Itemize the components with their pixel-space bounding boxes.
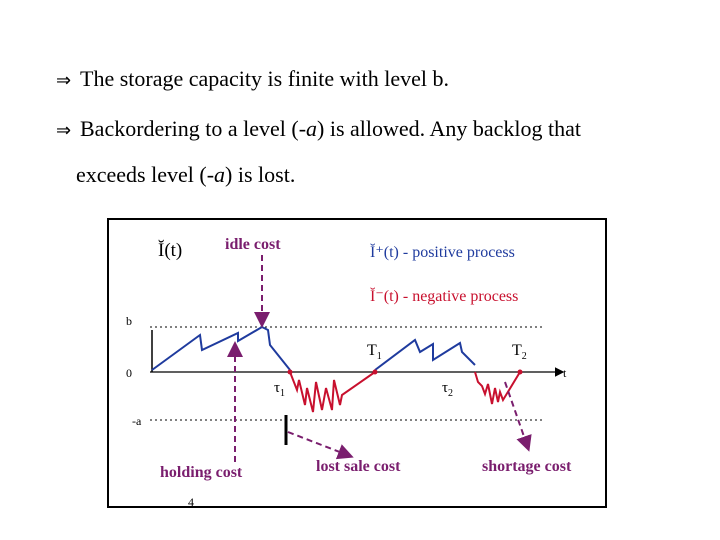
T1-label: [367, 342, 382, 362]
T2-label: [512, 342, 527, 362]
time-label: t: [563, 366, 567, 380]
cont-text-a: exceeds level (: [76, 162, 207, 187]
tau1-label: [274, 380, 285, 399]
bullet-text-c: ) is allowed. Any backlog that: [317, 116, 581, 141]
zero-label: 0: [126, 366, 132, 380]
cont-text-b: -a: [206, 162, 226, 187]
positive-process-curve-2: [375, 340, 475, 370]
tau2-label: [442, 380, 453, 399]
T1-subscript: 1: [376, 351, 382, 363]
shortage-cost-label: shortage cost: [482, 458, 572, 475]
transition-dot-3: [518, 370, 523, 375]
T2-subscript: 2: [521, 351, 527, 363]
inventory-label: Ĭ(t): [158, 240, 183, 261]
implies-arrow-icon: ⇒: [56, 70, 72, 91]
negative-process-curve-1: [290, 372, 375, 412]
bullet-text-a: Backordering to a level (: [80, 116, 299, 141]
page-number: 4: [188, 495, 194, 509]
T2-letter: T: [512, 342, 522, 359]
tau1-letter: τ: [274, 380, 281, 396]
tau2-subscript: 2: [448, 388, 454, 399]
level-b-label: b: [126, 314, 132, 328]
bullet-text: The storage capacity is finite with level b.: [80, 66, 449, 91]
positive-process-label: Ĭ⁺(t) - positive process: [370, 244, 515, 261]
idle-cost-label: idle cost: [225, 236, 281, 253]
neg-a-label: -a: [132, 414, 142, 428]
implies-arrow-icon: ⇒: [56, 120, 72, 141]
negative-process-label: Ĭ⁻(t) - negative process: [370, 288, 519, 305]
lost-sale-cost-arrow: [288, 432, 350, 456]
T1-letter: T: [367, 342, 377, 359]
bullet-text-b: -a: [298, 116, 318, 141]
holding-cost-label: holding cost: [160, 464, 243, 481]
transition-dot-1: [288, 370, 293, 375]
cont-text-c: ) is lost.: [225, 162, 296, 187]
tau2-letter: τ: [442, 380, 449, 396]
shortage-cost-arrow: [505, 382, 528, 448]
negative-process-curve-2: [475, 372, 520, 404]
lost-sale-cost-label: lost sale cost: [316, 458, 401, 475]
transition-dot-2: [373, 370, 378, 375]
tau1-subscript: 1: [280, 388, 286, 399]
positive-process-curve-1: [152, 327, 290, 370]
